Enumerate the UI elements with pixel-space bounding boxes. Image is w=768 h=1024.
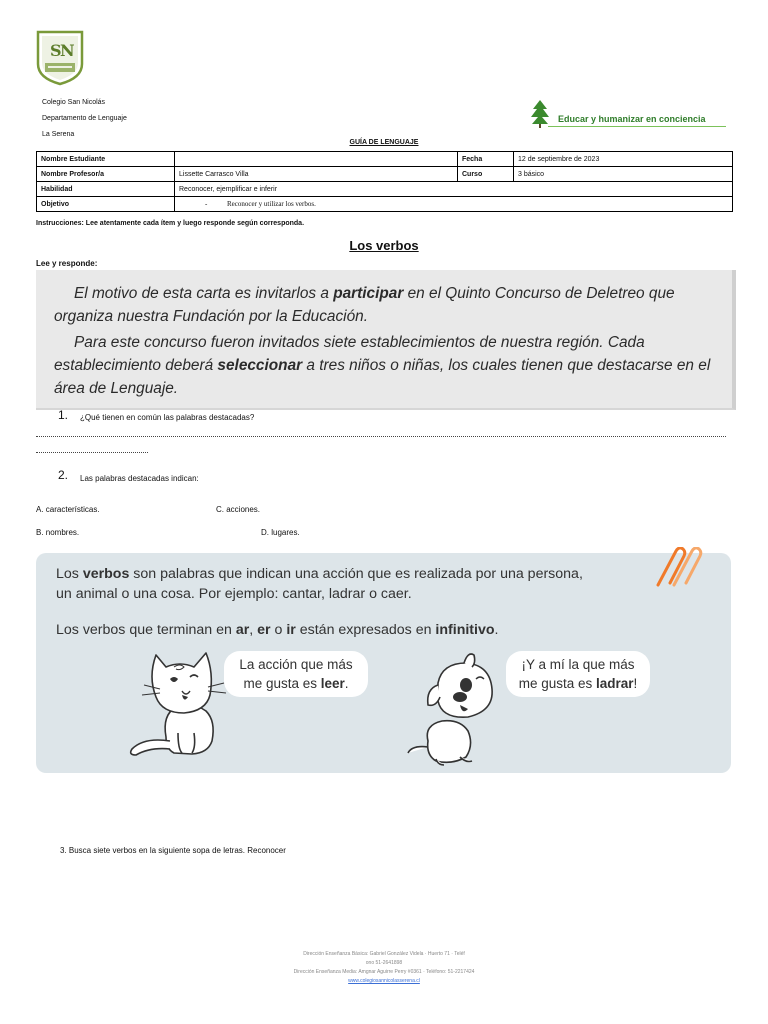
dog-illustration-icon [402, 649, 512, 767]
option-a[interactable]: A. características. [36, 505, 100, 514]
footer-line-2: ono 51-2641898 [365, 960, 403, 966]
table-row [37, 167, 733, 182]
school-name: Colegio San Nicolás [42, 99, 106, 106]
concept-line-3: Los verbos que terminan en ar, er o ir están expresados en infinitivo. [56, 622, 499, 638]
course-label: Curso [458, 167, 514, 182]
course-value: 3 básico [514, 167, 733, 182]
footer-website-link[interactable]: www.colegiosannicolasserena.cl [348, 978, 420, 984]
cat-illustration-icon [122, 637, 242, 762]
question-3-text: 3. Busca siete verbos en la siguiente sopa de letras. Reconocer [60, 846, 286, 855]
option-c[interactable]: C. acciones. [216, 505, 261, 514]
svg-text:S: S [50, 41, 62, 60]
skill-value: Reconocer, ejemplificar e inferir [175, 182, 733, 197]
highlighted-word-seleccionar: seleccionar [217, 357, 303, 374]
date-label: Fecha [458, 152, 514, 167]
dog-speech-bubble: ¡Y a mí la que más me gusta es ladrar! [506, 651, 650, 697]
objective-label: Objetivo [37, 197, 175, 212]
student-label: Nombre Estudiante [37, 152, 175, 167]
reading-passage [36, 270, 736, 410]
reading-paragraph-2: Para este concurso fueron invitados siete establecimientos de nuestra región. Cada establecimiento deberá seleccionar a tres niños o niñas, los cuales tienen que destacarse en el área de Lenguaje. [54, 334, 711, 397]
skill-label: Habilidad [37, 182, 175, 197]
objective-value: Reconocer y utilizar los verbos. [227, 200, 316, 208]
paper-clip-icon [648, 547, 704, 591]
table-row [37, 197, 733, 212]
svg-text:N: N [60, 41, 75, 60]
student-name-field[interactable] [175, 152, 458, 167]
objective-cell [175, 197, 733, 212]
concept-line-2: un animal o una cosa. Por ejemplo: cantar, ladrar o caer. [56, 586, 412, 602]
teacher-value: Lissette Carrasco Villa [175, 167, 458, 182]
footer-line-1: Dirección Enseñanza Básica: Gabriel González Videla · Huerto 71 · Teléf [303, 951, 465, 957]
concept-line-1: Los verbos son palabras que indican una acción que es realizada por una persona, [56, 566, 583, 582]
option-d[interactable]: D. lugares. [261, 528, 300, 537]
city-name: La Serena [42, 131, 75, 138]
motto-text: Educar y humanizar en conciencia [558, 114, 706, 124]
concept-box [36, 553, 731, 773]
instructions: Instrucciones: Lee atentamente cada ítem y luego responde según corresponda. [36, 220, 305, 227]
question-1-text: ¿Qué tienen en común las palabras destacadas? [80, 413, 255, 422]
department-name: Departamento de Lenguaje [42, 115, 127, 122]
school-crest-logo [36, 30, 84, 86]
question-1-number: 1. [58, 408, 69, 422]
teacher-label: Nombre Profesor/a [37, 167, 175, 182]
tree-icon [530, 100, 550, 128]
page-title: Los verbos [349, 238, 419, 253]
school-info [42, 95, 127, 143]
question-2-text: Las palabras destacadas indican: [80, 474, 199, 483]
highlighted-word-participar: participar [333, 285, 404, 302]
objective-bullet: - [205, 200, 208, 208]
answer-line-2[interactable] [36, 452, 148, 453]
info-table [36, 151, 733, 212]
table-row [37, 152, 733, 167]
question-2-number: 2. [58, 468, 69, 482]
motto-underline [548, 126, 726, 127]
answer-line-1[interactable] [36, 436, 726, 437]
reading-paragraph-1: El motivo de esta carta es invitarlos a participar en el Quinto Concurso de Deletreo que organiza nuestra Fundación por la Educación. [54, 285, 675, 325]
table-row [37, 182, 733, 197]
date-value: 12 de septiembre de 2023 [514, 152, 733, 167]
read-prompt: Lee y responde: [36, 259, 98, 268]
option-b[interactable]: B. nombres. [36, 528, 80, 537]
footer-line-3: Dirección Enseñanza Media: Amgnar Aguirre Perry #0361 · Teléfono: 51-2217424 [293, 969, 475, 975]
footer [0, 950, 768, 986]
guide-title: GUÍA DE LENGUAJE [349, 139, 419, 146]
cat-speech-bubble: La acción que más me gusta es leer. [224, 651, 368, 697]
